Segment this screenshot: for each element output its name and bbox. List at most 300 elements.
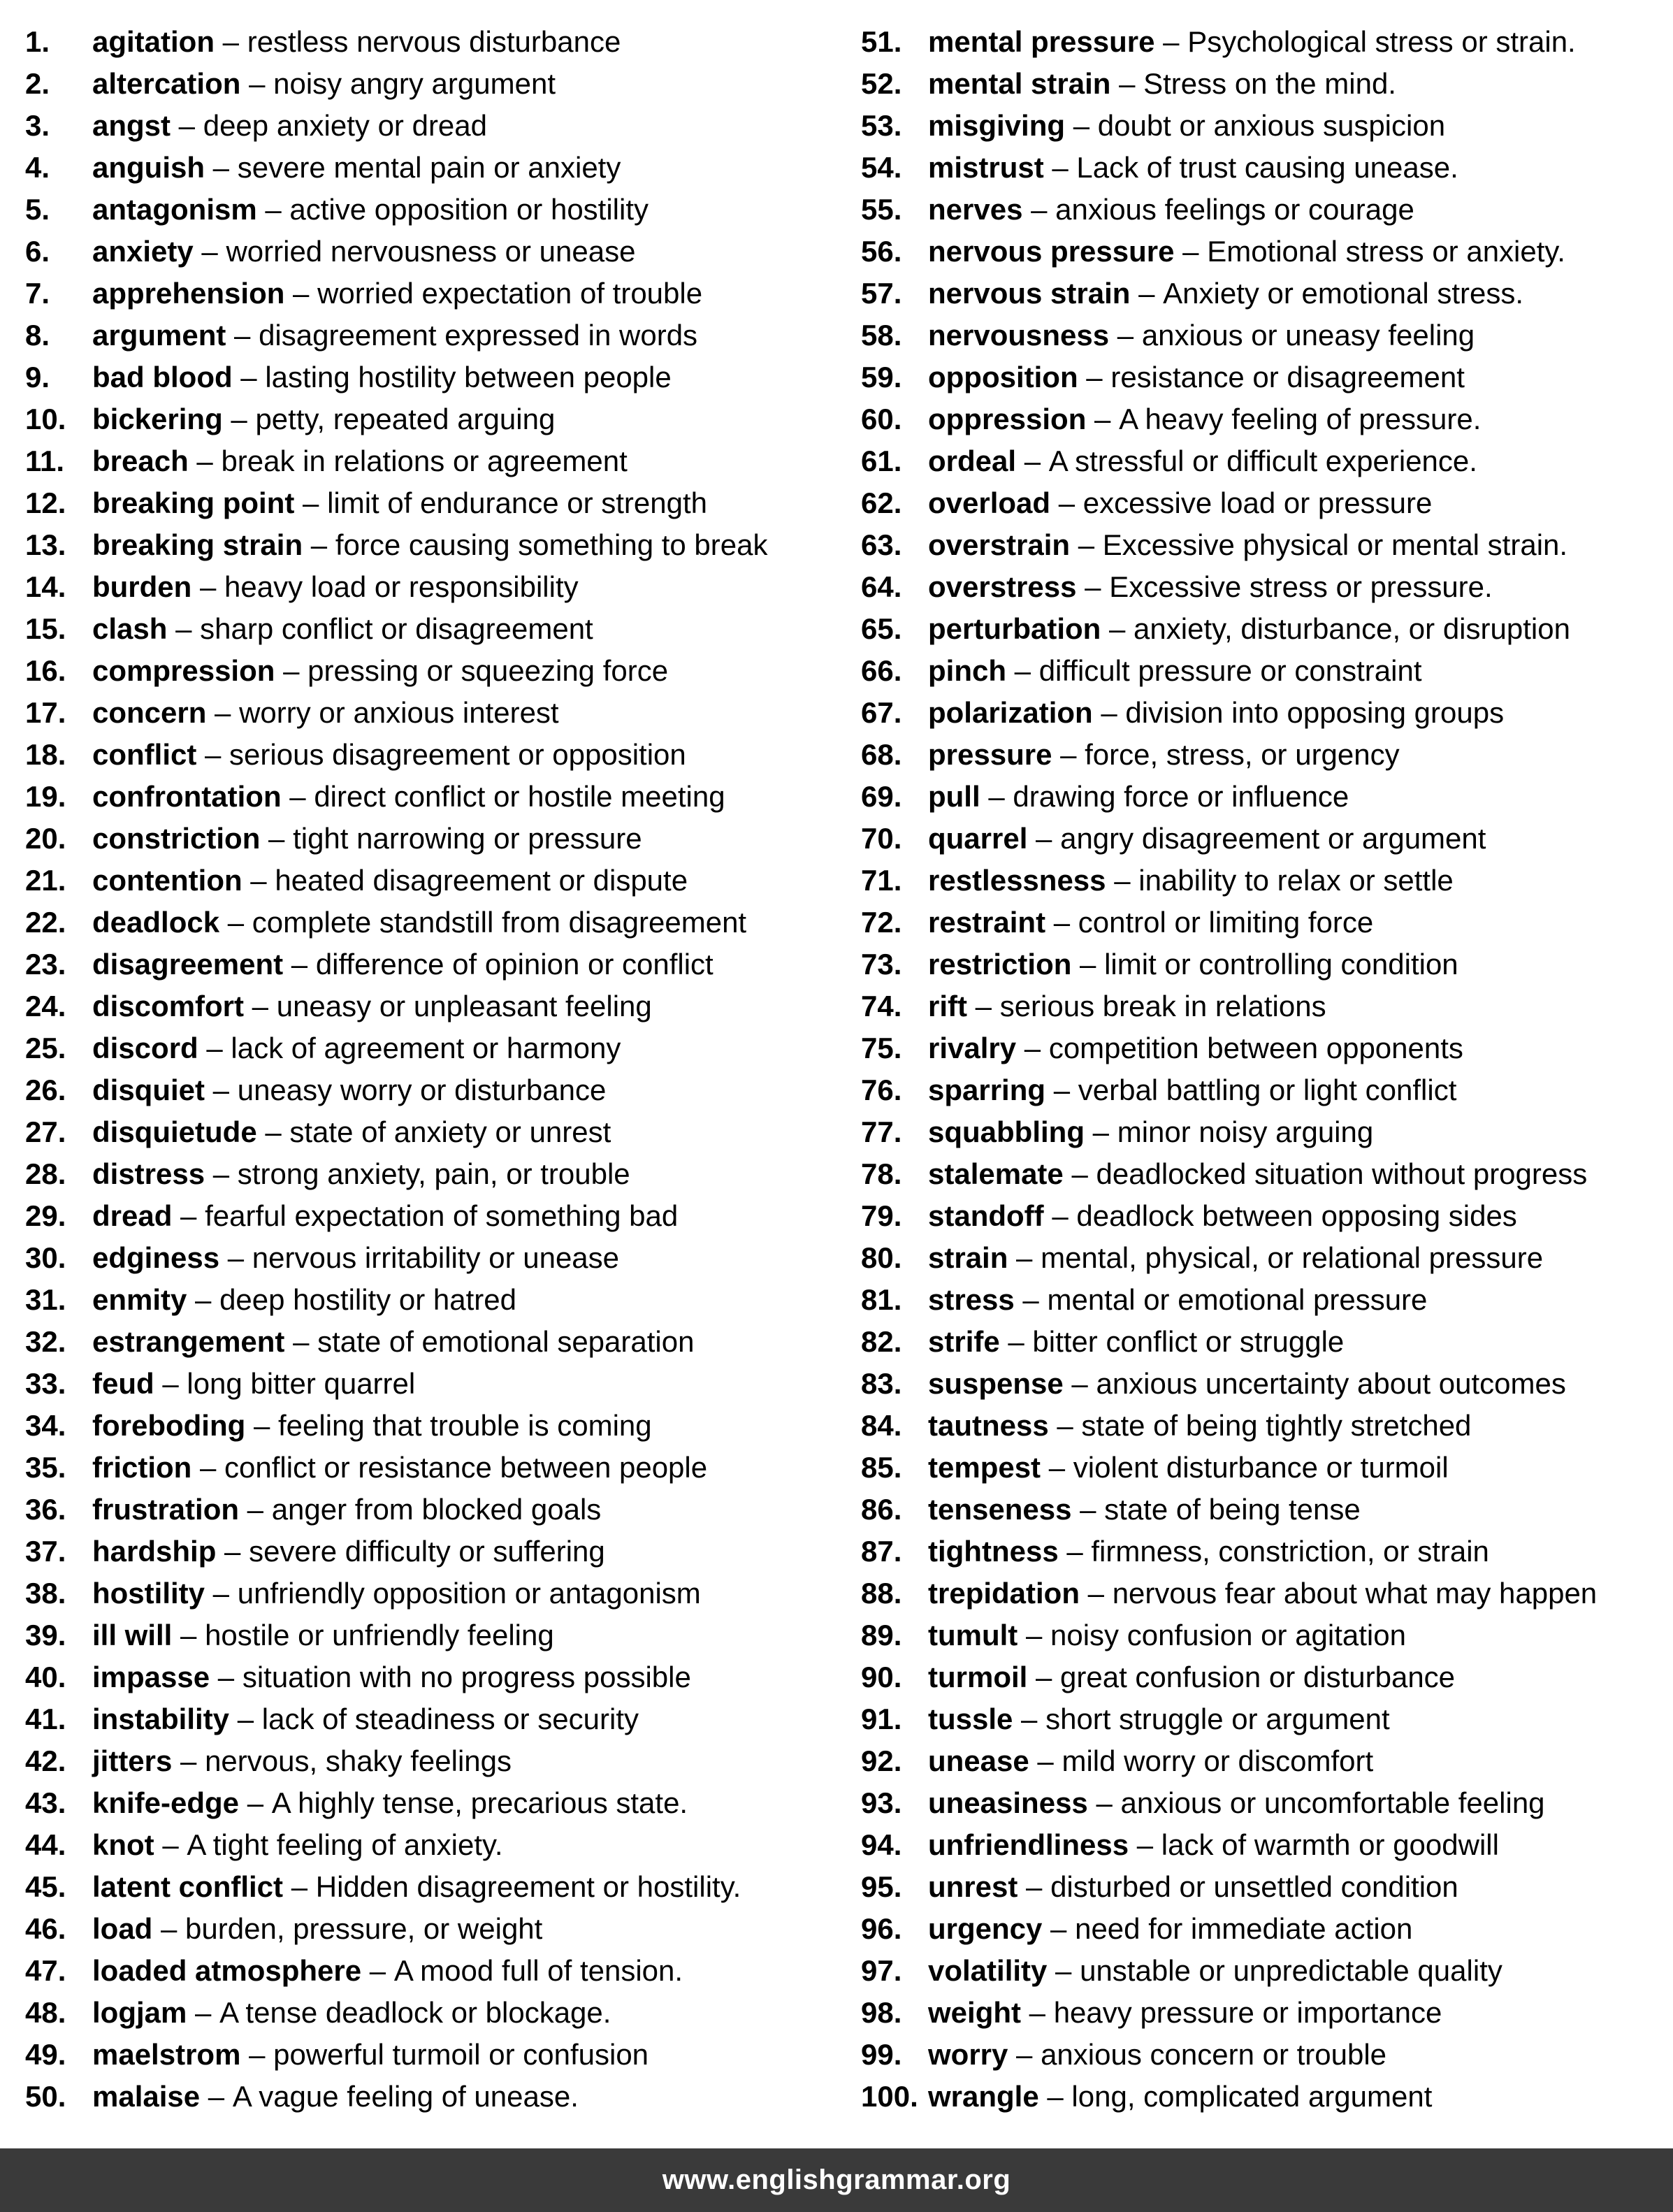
entry-number: 98. [861, 1996, 902, 2029]
entry-separator: – [239, 1493, 272, 1526]
entry-term: tautness [928, 1409, 1049, 1442]
entry-definition: direct conflict or hostile meeting [314, 780, 725, 813]
entry-separator: – [1080, 1577, 1113, 1610]
word-entry [25, 231, 836, 273]
entry-number: 80. [861, 1241, 902, 1274]
entry-term: tenseness [928, 1493, 1072, 1526]
word-entry [861, 1363, 1658, 1405]
entry-number: 27. [25, 1115, 66, 1148]
entry-term: concern [92, 696, 207, 729]
entry-term: tumult [928, 1619, 1018, 1651]
entry-number: 33. [25, 1367, 66, 1400]
entry-term: nervous strain [928, 277, 1131, 310]
entry-number: 97. [861, 1954, 902, 1987]
word-entry [25, 902, 836, 944]
entry-term: wrangle [928, 2080, 1039, 2113]
word-entry [25, 1237, 836, 1279]
entry-number: 34. [25, 1409, 66, 1442]
word-entry [25, 566, 836, 608]
entry-separator: – [171, 109, 203, 142]
word-list-column-left [25, 21, 836, 2118]
entry-separator: – [1045, 906, 1078, 939]
word-entry [861, 2034, 1658, 2076]
entry-term: worry [928, 2038, 1008, 2071]
entry-separator: – [216, 1535, 249, 1568]
word-entry [861, 944, 1658, 985]
entry-separator: – [1086, 403, 1120, 435]
word-entry [25, 1740, 836, 1782]
entry-term: frustration [92, 1493, 239, 1526]
word-entry [861, 1531, 1658, 1573]
entry-term: load [92, 1912, 153, 1945]
entry-separator: – [172, 1744, 205, 1777]
entry-number: 8. [25, 319, 50, 352]
word-entry [25, 63, 836, 105]
word-entry [861, 1405, 1658, 1447]
entry-definition: A tight feeling of anxiety. [187, 1828, 503, 1861]
entry-separator: – [239, 1786, 272, 1819]
entry-number: 87. [861, 1535, 902, 1568]
entry-number: 88. [861, 1577, 902, 1610]
entry-definition: doubt or anxious suspicion [1097, 109, 1446, 142]
entry-term: nervous pressure [928, 235, 1175, 268]
word-entry [25, 1489, 836, 1531]
word-entry [861, 1237, 1658, 1279]
entry-number: 77. [861, 1115, 902, 1148]
footer-website-link[interactable]: www.englishgrammar.org [662, 2164, 1011, 2195]
entry-separator: – [303, 528, 335, 561]
word-entry [861, 1740, 1658, 1782]
entry-definition: worried nervousness or unease [226, 235, 636, 268]
entry-definition: Hidden disagreement or hostility. [315, 1870, 741, 1903]
entry-number: 13. [25, 528, 66, 561]
entry-separator: – [205, 1157, 238, 1190]
word-entry [25, 692, 836, 734]
entry-number: 26. [25, 1074, 66, 1106]
entry-definition: break in relations or agreement [221, 444, 628, 477]
word-entry [25, 2076, 836, 2118]
entry-number: 10. [25, 403, 66, 435]
entry-definition: lack of steadiness or security [261, 1703, 639, 1735]
word-entry [861, 356, 1658, 398]
entry-term: feud [92, 1367, 154, 1400]
entry-term: bickering [92, 403, 223, 435]
word-entry [861, 1069, 1658, 1111]
entry-term: agitation [92, 25, 215, 58]
entry-separator: – [222, 403, 256, 435]
entry-definition: strong anxiety, pain, or trouble [237, 1157, 630, 1190]
word-entry [861, 985, 1658, 1027]
entry-number: 32. [25, 1325, 66, 1358]
entry-term: foreboding [92, 1409, 246, 1442]
word-entry [25, 189, 836, 231]
entry-term: hostility [92, 1577, 205, 1610]
entry-definition: mental or emotional pressure [1047, 1283, 1428, 1316]
entry-separator: – [1052, 738, 1085, 771]
entry-number: 48. [25, 1996, 66, 2029]
entry-definition: bitter conflict or struggle [1032, 1325, 1345, 1358]
entry-definition: A vague feeling of unease. [232, 2080, 579, 2113]
word-entry [861, 1908, 1658, 1950]
entry-definition: situation with no progress possible [242, 1661, 691, 1693]
word-entry [861, 21, 1658, 63]
word-entry [861, 734, 1658, 776]
word-entry [25, 1279, 836, 1321]
entry-term: mental pressure [928, 25, 1155, 58]
entry-term: polarization [928, 696, 1093, 729]
word-entry [861, 1656, 1658, 1698]
entry-number: 54. [861, 151, 902, 184]
word-entry [861, 1321, 1658, 1363]
word-entry [25, 985, 836, 1027]
entry-definition: difficult pressure or constraint [1038, 654, 1422, 687]
entry-separator: – [200, 2080, 233, 2113]
word-entry [25, 105, 836, 147]
entry-term: restlessness [928, 864, 1106, 897]
entry-separator: – [1076, 570, 1110, 603]
entry-separator: – [242, 864, 275, 897]
word-entry [25, 1866, 836, 1908]
entry-separator: – [256, 1115, 290, 1148]
entry-term: overstrain [928, 528, 1071, 561]
entry-separator: – [1027, 1661, 1061, 1693]
word-entry [25, 482, 836, 524]
entry-separator: – [1016, 444, 1049, 477]
word-entry [861, 524, 1658, 566]
entry-definition: limit of endurance or strength [327, 486, 708, 519]
entry-definition: disturbed or unsettled condition [1050, 1870, 1458, 1903]
entry-number: 19. [25, 780, 66, 813]
entry-number: 18. [25, 738, 66, 771]
entry-separator: – [284, 1325, 318, 1358]
entry-separator: – [191, 570, 225, 603]
entry-definition: heavy load or responsibility [224, 570, 579, 603]
entry-number: 11. [25, 444, 65, 477]
word-entry [861, 1782, 1658, 1824]
entry-number: 90. [861, 1661, 902, 1693]
entry-definition: worried expectation of trouble [317, 277, 703, 310]
entry-term: tempest [928, 1451, 1041, 1484]
entry-number: 36. [25, 1493, 66, 1526]
entry-number: 96. [861, 1912, 902, 1945]
entry-term: maelstrom [92, 2038, 241, 2071]
word-entry [861, 650, 1658, 692]
entry-number: 57. [861, 277, 902, 310]
entry-definition: unfriendly opposition or antagonism [237, 1577, 701, 1610]
entry-term: ordeal [928, 444, 1017, 477]
entry-definition: Anxiety or emotional stress. [1163, 277, 1524, 310]
entry-separator: – [1047, 1954, 1080, 1987]
entry-term: rivalry [928, 1032, 1017, 1064]
entry-definition: uneasy worry or disturbance [237, 1074, 607, 1106]
entry-definition: excessive load or pressure [1082, 486, 1433, 519]
entry-separator: – [1063, 1157, 1096, 1190]
word-entry [861, 1027, 1658, 1069]
entry-definition: anxious concern or trouble [1041, 2038, 1387, 2071]
entry-definition: conflict or resistance between people [224, 1451, 708, 1484]
entry-separator: – [1006, 654, 1039, 687]
entry-term: discord [92, 1032, 198, 1064]
entry-term: unease [928, 1744, 1029, 1777]
entry-separator: – [198, 1032, 231, 1064]
entry-number: 99. [861, 2038, 902, 2071]
entry-number: 92. [861, 1744, 902, 1777]
entry-term: restraint [928, 906, 1046, 939]
entry-separator: – [215, 25, 247, 58]
entry-term: suspense [928, 1367, 1064, 1400]
entry-term: squabbling [928, 1115, 1085, 1148]
entry-number: 52. [861, 67, 902, 100]
word-entry [25, 273, 836, 315]
entry-number: 63. [861, 528, 902, 561]
entry-separator: – [1065, 109, 1098, 142]
entry-separator: – [188, 444, 222, 477]
entry-separator: – [256, 193, 290, 226]
entry-number: 1. [25, 25, 50, 58]
entry-term: uneasiness [928, 1786, 1088, 1819]
entry-term: strife [928, 1325, 1000, 1358]
entry-term: ill will [92, 1619, 173, 1651]
entry-definition: Excessive physical or mental strain. [1102, 528, 1568, 561]
entry-definition: Excessive stress or pressure. [1109, 570, 1493, 603]
entry-separator: – [1038, 2080, 1072, 2113]
word-entry [861, 1824, 1658, 1866]
entry-separator: – [191, 1451, 225, 1484]
entry-term: enmity [92, 1283, 187, 1316]
entry-separator: – [1008, 2038, 1041, 2071]
entry-term: pinch [928, 654, 1006, 687]
entry-number: 71. [861, 864, 902, 897]
entry-separator: – [1109, 319, 1142, 352]
word-entry [861, 482, 1658, 524]
entry-term: quarrel [928, 822, 1028, 855]
word-entry [25, 1321, 836, 1363]
word-entry [25, 1531, 836, 1573]
entry-definition: A stressful or difficult experience. [1048, 444, 1477, 477]
word-entry [861, 1153, 1658, 1195]
word-entry [861, 902, 1658, 944]
entry-definition: heavy pressure or importance [1053, 1996, 1442, 2029]
entry-number: 67. [861, 696, 902, 729]
entry-number: 17. [25, 696, 66, 729]
entry-definition: Lack of trust causing unease. [1076, 151, 1458, 184]
entry-separator: – [154, 1367, 187, 1400]
entry-definition: verbal battling or light conflict [1078, 1074, 1457, 1106]
entry-term: logjam [92, 1996, 187, 2029]
entry-definition: unstable or unpredictable quality [1080, 1954, 1502, 1987]
entry-number: 66. [861, 654, 902, 687]
word-entry [861, 1489, 1658, 1531]
entry-term: compression [92, 654, 275, 687]
entry-number: 47. [25, 1954, 66, 1987]
entry-term: discomfort [92, 990, 245, 1022]
entry-separator: – [1014, 1283, 1048, 1316]
entry-term: disquietude [92, 1115, 257, 1148]
entry-term: nervousness [928, 319, 1110, 352]
entry-separator: – [1041, 1451, 1073, 1484]
entry-term: disagreement [92, 948, 284, 981]
word-entry [25, 1614, 836, 1656]
entry-definition: violent disturbance or turmoil [1073, 1451, 1449, 1484]
entry-term: estrangement [92, 1325, 285, 1358]
entry-term: unfriendliness [928, 1828, 1129, 1861]
entry-separator: – [205, 151, 238, 184]
entry-definition: fearful expectation of something bad [205, 1199, 679, 1232]
entry-definition: anxious or uneasy feeling [1141, 319, 1475, 352]
word-entry [861, 1195, 1658, 1237]
entry-number: 95. [861, 1870, 902, 1903]
word-entry [25, 1363, 836, 1405]
entry-number: 15. [25, 612, 66, 645]
entry-separator: – [1022, 193, 1056, 226]
entry-definition: division into opposing groups [1125, 696, 1505, 729]
entry-number: 41. [25, 1703, 66, 1735]
entry-definition: nervous fear about what may happen [1112, 1577, 1598, 1610]
entry-term: anguish [92, 151, 205, 184]
entry-term: bad blood [92, 361, 233, 393]
entry-term: nerves [928, 193, 1023, 226]
entry-separator: – [172, 1619, 205, 1651]
word-entry [25, 1195, 836, 1237]
entry-definition: deadlocked situation without progress [1096, 1157, 1588, 1190]
entry-definition: heated disagreement or dispute [275, 864, 688, 897]
word-entry [861, 608, 1658, 650]
entry-term: rift [928, 990, 967, 1022]
entry-term: conflict [92, 738, 197, 771]
word-entry [861, 147, 1658, 189]
word-entry [861, 1698, 1658, 1740]
entry-definition: severe mental pain or anxiety [237, 151, 621, 184]
entry-number: 39. [25, 1619, 66, 1651]
entry-number: 28. [25, 1157, 66, 1190]
entry-number: 35. [25, 1451, 66, 1484]
entry-separator: – [187, 1283, 220, 1316]
entry-separator: – [294, 486, 328, 519]
entry-definition: lasting hostility between people [265, 361, 672, 393]
entry-number: 51. [861, 25, 902, 58]
entry-number: 84. [861, 1409, 902, 1442]
entry-term: strain [928, 1241, 1008, 1274]
word-entry [25, 315, 836, 356]
entry-term: edginess [92, 1241, 220, 1274]
entry-number: 86. [861, 1493, 902, 1526]
entry-term: deadlock [92, 906, 220, 939]
entry-number: 56. [861, 235, 902, 268]
entry-number: 30. [25, 1241, 66, 1274]
entry-definition: mild worry or discomfort [1062, 1744, 1374, 1777]
entry-separator: – [275, 654, 308, 687]
entry-separator: – [172, 1199, 205, 1232]
entry-definition: state of anxiety or unrest [289, 1115, 611, 1148]
word-entry [861, 63, 1658, 105]
entry-number: 82. [861, 1325, 902, 1358]
entry-definition: A highly tense, precarious state. [271, 1786, 688, 1819]
entry-definition: long, complicated argument [1071, 2080, 1433, 2113]
entry-term: perturbation [928, 612, 1101, 645]
entry-separator: – [1130, 277, 1164, 310]
word-entry [25, 944, 836, 985]
entry-term: argument [92, 319, 226, 352]
entry-number: 7. [25, 277, 50, 310]
entry-term: pull [928, 780, 980, 813]
word-entry [25, 1824, 836, 1866]
entry-term: instability [92, 1703, 230, 1735]
entry-term: stress [928, 1283, 1015, 1316]
word-entry [861, 315, 1658, 356]
entry-number: 40. [25, 1661, 66, 1693]
entry-term: angst [92, 109, 171, 142]
entry-definition: firmness, constriction, or strain [1091, 1535, 1489, 1568]
entry-number: 49. [25, 2038, 66, 2071]
entry-term: distress [92, 1157, 205, 1190]
entry-number: 74. [861, 990, 902, 1022]
entry-definition: severe difficulty or suffering [249, 1535, 605, 1568]
entry-definition: control or limiting force [1078, 906, 1374, 939]
entry-separator: – [244, 990, 277, 1022]
entry-separator: – [1048, 1409, 1082, 1442]
word-entry [25, 1447, 836, 1489]
entry-term: overstress [928, 570, 1077, 603]
entry-definition: noisy angry argument [273, 67, 556, 100]
entry-separator: – [1050, 486, 1083, 519]
word-entry [25, 1698, 836, 1740]
entry-separator: – [1174, 235, 1208, 268]
word-entry [25, 398, 836, 440]
entry-separator: – [1045, 1074, 1078, 1106]
entry-separator: – [999, 1325, 1033, 1358]
entry-number: 93. [861, 1786, 902, 1819]
word-entry [861, 1950, 1658, 1992]
word-entry [25, 1111, 836, 1153]
entry-number: 43. [25, 1786, 66, 1819]
entry-term: breaking point [92, 486, 295, 519]
entry-term: malaise [92, 2080, 201, 2113]
entry-separator: – [281, 780, 314, 813]
entry-definition: state of emotional separation [317, 1325, 695, 1358]
entry-number: 79. [861, 1199, 902, 1232]
word-entry [861, 860, 1658, 902]
entry-separator: – [967, 990, 1000, 1022]
entry-definition: deep anxiety or dread [203, 109, 487, 142]
entry-definition: hostile or unfriendly feeling [205, 1619, 554, 1651]
word-entry [861, 189, 1658, 231]
entry-separator: – [1129, 1828, 1161, 1861]
word-entry [25, 734, 836, 776]
entry-separator: – [219, 1241, 252, 1274]
entry-definition: state of being tightly stretched [1081, 1409, 1472, 1442]
word-entry [25, 776, 836, 818]
entry-separator: – [1106, 864, 1139, 897]
word-entry [861, 2076, 1658, 2118]
entry-definition: angry disagreement or argument [1060, 822, 1486, 855]
entry-definition: serious disagreement or opposition [229, 738, 686, 771]
entry-definition: lack of warmth or goodwill [1161, 1828, 1499, 1861]
entry-definition: A mood full of tension. [393, 1954, 683, 1987]
entry-term: constriction [92, 822, 261, 855]
entry-separator: – [1071, 948, 1105, 981]
entry-definition: pressing or squeezing force [307, 654, 669, 687]
word-entry [861, 105, 1658, 147]
entry-definition: burden, pressure, or weight [185, 1912, 543, 1945]
word-entry [25, 1069, 836, 1111]
entry-number: 20. [25, 822, 66, 855]
word-entry [861, 1111, 1658, 1153]
entry-separator: – [1085, 1115, 1117, 1148]
entry-number: 16. [25, 654, 66, 687]
entry-term: standoff [928, 1199, 1044, 1232]
entry-term: latent conflict [92, 1870, 284, 1903]
word-entry [861, 818, 1658, 860]
